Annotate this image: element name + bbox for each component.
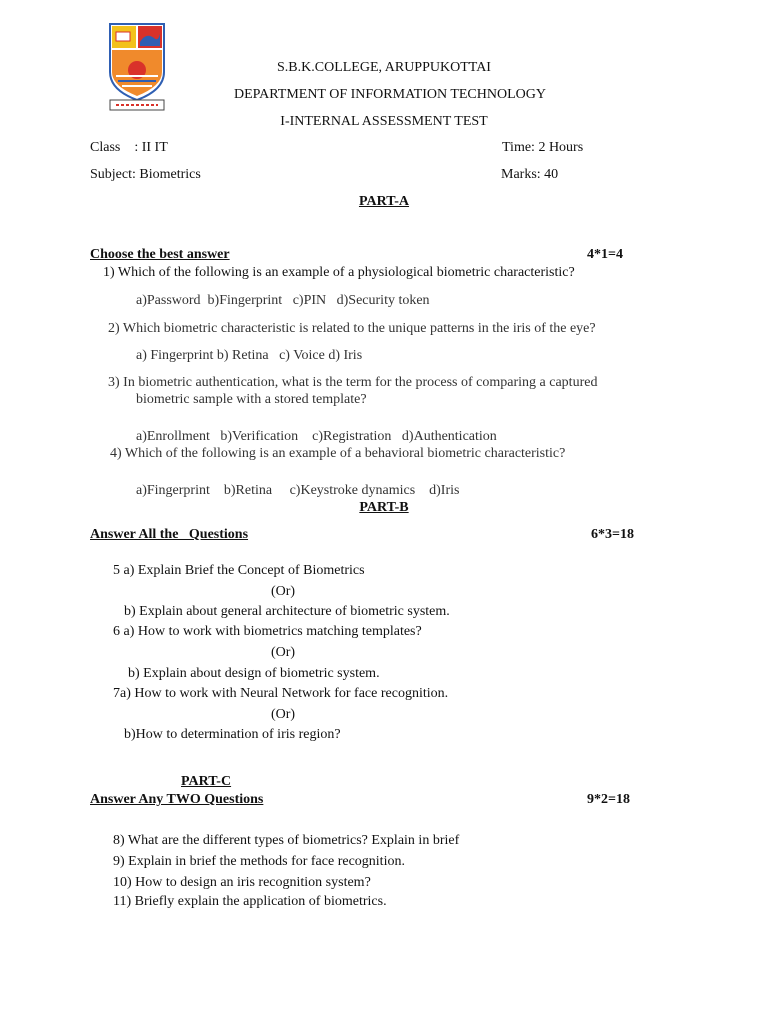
- question-2: 2) Which biometric characteristic is related to the unique patterns in the iris of the eye?: [108, 321, 596, 336]
- part-c-instruction: Answer Any TWO Questions: [90, 792, 264, 807]
- part-b-instruction: Answer All the Questions: [90, 527, 249, 542]
- question-5a: 5 a) Explain Brief the Concept of Biometrics: [113, 563, 365, 578]
- part-b-marks: 6*3=18: [591, 527, 634, 542]
- part-a-marks: 4*1=4: [587, 247, 623, 262]
- department-name: DEPARTMENT OF INFORMATION TECHNOLOGY: [234, 87, 546, 102]
- part-a-title: PART-A: [358, 194, 410, 209]
- time-label: Time: 2 Hours: [502, 140, 584, 155]
- part-b-title: PART-B: [359, 500, 409, 515]
- part-a-instruction: Choose the best answer: [90, 247, 230, 262]
- question-3-options: a)Enrollment b)Verification c)Registration d)Authentication: [136, 429, 497, 444]
- part-c-marks: 9*2=18: [587, 792, 630, 807]
- question-7b: b)How to determination of iris region?: [124, 727, 341, 742]
- test-name: I-INTERNAL ASSESSMENT TEST: [280, 114, 488, 129]
- question-8: 8) What are the different types of biometrics? Explain in brief: [113, 833, 460, 848]
- question-9: 9) Explain in brief the methods for face recognition.: [113, 854, 405, 869]
- question-3-continued: biometric sample with a stored template?: [136, 392, 367, 407]
- question-6a: 6 a) How to work with biometrics matching templates?: [113, 624, 422, 639]
- question-5b: b) Explain about general architecture of biometric system.: [124, 604, 450, 619]
- or-separator: (Or): [271, 707, 296, 722]
- question-10: 10) How to design an iris recognition system?: [113, 875, 371, 890]
- question-4: 4) Which of the following is an example of a behavioral biometric characteristic?: [110, 446, 566, 461]
- marks-label: Marks: 40: [501, 167, 559, 182]
- question-6b: b) Explain about design of biometric system.: [128, 666, 380, 681]
- college-name: S.B.K.COLLEGE, ARUPPUKOTTAI: [277, 60, 491, 75]
- college-crest-icon: [106, 20, 168, 112]
- question-11: 11) Briefly explain the application of biometrics.: [113, 894, 387, 909]
- or-separator: (Or): [271, 584, 296, 599]
- question-4-options: a)Fingerprint b)Retina c)Keystroke dynamics d)Iris: [136, 483, 460, 498]
- question-3: 3) In biometric authentication, what is the term for the process of comparing a captured: [108, 375, 598, 390]
- question-1: 1) Which of the following is an example of a physiological biometric characteristic?: [103, 265, 575, 280]
- class-label: Class : II IT: [90, 140, 168, 155]
- part-c-title: PART-C: [181, 774, 232, 789]
- question-2-options: a) Fingerprint b) Retina c) Voice d) Iris: [136, 348, 363, 363]
- question-1-options: a)Password b)Fingerprint c)PIN d)Security token: [136, 293, 430, 308]
- or-separator: (Or): [271, 645, 296, 660]
- subject-label: Subject: Biometrics: [90, 167, 201, 182]
- question-7a: 7a) How to work with Neural Network for face recognition.: [113, 686, 449, 701]
